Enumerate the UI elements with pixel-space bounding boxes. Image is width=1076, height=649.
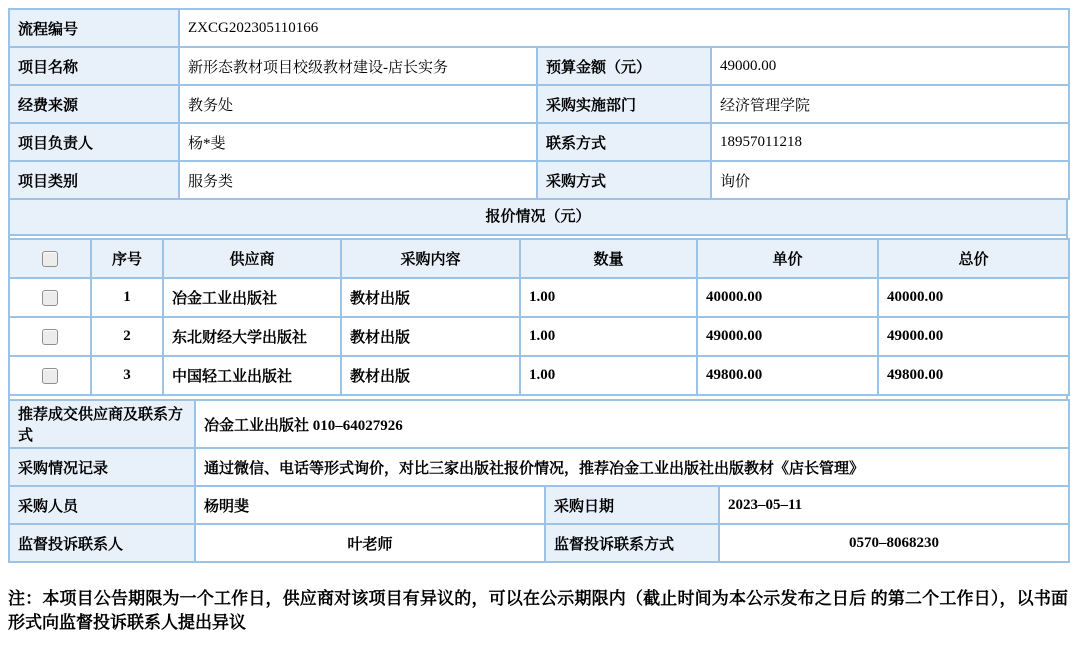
purchaser-label: 采购人员 <box>9 486 195 524</box>
table-row <box>9 448 1069 486</box>
fund-source-label: 经费来源 <box>9 85 179 123</box>
quotation-row <box>9 356 1069 395</box>
contact-label: 联系方式 <box>537 123 711 161</box>
table-row <box>9 123 1069 161</box>
table-row <box>9 400 1069 448</box>
implementing-department-value: 经济管理学院 <box>711 85 1069 123</box>
quotation-section-title: 报价情况（元） <box>8 200 1068 236</box>
seq-header: 序号 <box>91 239 163 278</box>
unit-price-header: 单价 <box>697 239 878 278</box>
total-price-cell: 40000.00 <box>878 278 1069 317</box>
content-cell: 教材出版 <box>341 356 520 395</box>
procurement-record-label: 采购情况记录 <box>9 448 195 486</box>
row-checkbox[interactable] <box>42 329 58 345</box>
total-price-header: 总价 <box>878 239 1069 278</box>
table-row <box>9 9 1069 47</box>
procurement-notice-sheet <box>8 8 1068 635</box>
procurement-method-value: 询价 <box>711 161 1069 199</box>
complaint-contact-label: 监督投诉联系人 <box>9 524 195 562</box>
row-checkbox[interactable] <box>42 290 58 306</box>
recommended-supplier-label: 推荐成交供应商及联系方式 <box>9 400 195 448</box>
unit-price-cell: 40000.00 <box>697 278 878 317</box>
process-number-value: ZXCG202305110166 <box>179 9 1069 47</box>
table-row <box>9 85 1069 123</box>
result-info-table <box>8 399 1070 563</box>
project-category-value: 服务类 <box>179 161 537 199</box>
row-checkbox-cell <box>9 356 91 395</box>
notice-footnote: 注：本项目公告期限为一个工作日，供应商对该项目有异议的，可以在公示期限内（截止时间为本公示发布之日后 的第二个工作日），以书面形式向监督投诉联系人提出异议 <box>8 589 1068 632</box>
budget-amount-label: 预算金额（元） <box>537 47 711 85</box>
table-row <box>9 524 1069 562</box>
complaint-phone-value: 0570–8068230 <box>719 524 1069 562</box>
project-category-label: 项目类别 <box>9 161 179 199</box>
purchase-date-value: 2023–05–11 <box>719 486 1069 524</box>
total-price-cell: 49800.00 <box>878 356 1069 395</box>
quotation-row <box>9 278 1069 317</box>
row-checkbox-cell <box>9 317 91 356</box>
implementing-department-label: 采购实施部门 <box>537 85 711 123</box>
procurement-record-value: 通过微信、电话等形式询价，对比三家出版社报价情况，推荐冶金工业出版社出版教材《店长管理》 <box>195 448 1069 486</box>
fund-source-value: 教务处 <box>179 85 537 123</box>
quotation-header-row <box>9 239 1069 278</box>
procurement-method-label: 采购方式 <box>537 161 711 199</box>
seq-cell: 3 <box>91 356 163 395</box>
contact-value: 18957011218 <box>711 123 1069 161</box>
content-cell: 教材出版 <box>341 278 520 317</box>
purchase-date-label: 采购日期 <box>545 486 719 524</box>
project-leader-label: 项目负责人 <box>9 123 179 161</box>
row-checkbox[interactable] <box>42 368 58 384</box>
table-row <box>9 47 1069 85</box>
project-info-table <box>8 8 1070 200</box>
qty-header: 数量 <box>520 239 697 278</box>
qty-cell: 1.00 <box>520 317 697 356</box>
unit-price-cell: 49000.00 <box>697 317 878 356</box>
qty-cell: 1.00 <box>520 278 697 317</box>
project-name-value: 新形态教材项目校级教材建设-店长实务 <box>179 47 537 85</box>
select-all-checkbox[interactable] <box>42 251 58 267</box>
complaint-contact-value: 叶老师 <box>195 524 545 562</box>
project-leader-value: 杨*斐 <box>179 123 537 161</box>
process-number-label: 流程编号 <box>9 9 179 47</box>
qty-cell: 1.00 <box>520 356 697 395</box>
row-checkbox-cell <box>9 278 91 317</box>
seq-cell: 2 <box>91 317 163 356</box>
quotation-table <box>8 238 1070 396</box>
unit-price-cell: 49800.00 <box>697 356 878 395</box>
content-header: 采购内容 <box>341 239 520 278</box>
table-row <box>9 486 1069 524</box>
supplier-header: 供应商 <box>163 239 341 278</box>
purchaser-value: 杨明斐 <box>195 486 545 524</box>
supplier-cell: 冶金工业出版社 <box>163 278 341 317</box>
project-name-label: 项目名称 <box>9 47 179 85</box>
content-cell: 教材出版 <box>341 317 520 356</box>
supplier-cell: 东北财经大学出版社 <box>163 317 341 356</box>
table-row <box>9 161 1069 199</box>
seq-cell: 1 <box>91 278 163 317</box>
select-all-cell <box>9 239 91 278</box>
supplier-cell: 中国轻工业出版社 <box>163 356 341 395</box>
recommended-supplier-value: 冶金工业出版社 010–64027926 <box>195 400 1069 448</box>
complaint-phone-label: 监督投诉联系方式 <box>545 524 719 562</box>
quotation-row <box>9 317 1069 356</box>
total-price-cell: 49000.00 <box>878 317 1069 356</box>
budget-amount-value: 49000.00 <box>711 47 1069 85</box>
